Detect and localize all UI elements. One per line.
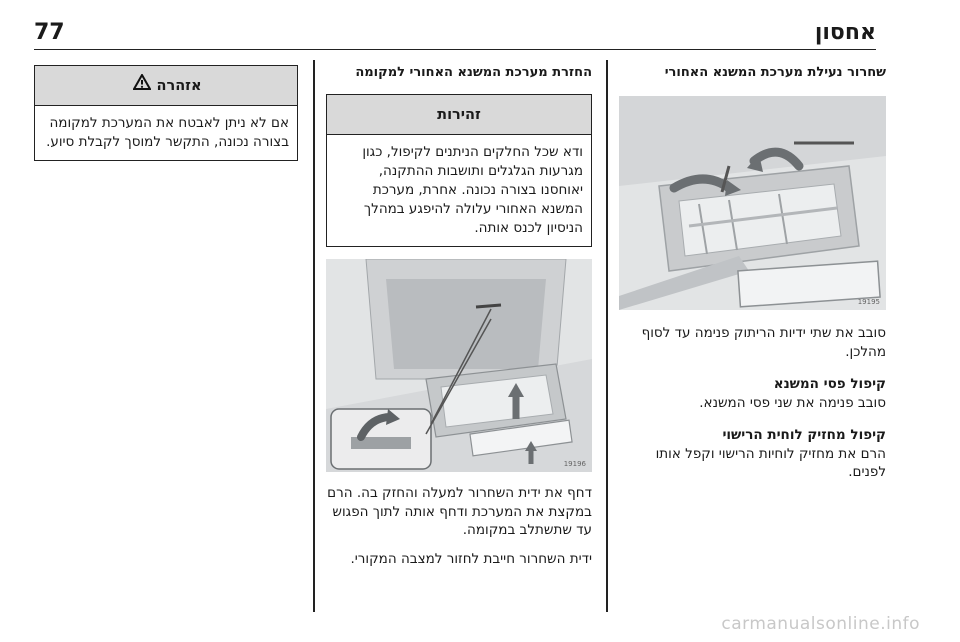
caution-text: ודא שכל החלקים הניתנים לקיפול, כגון מגרעות הגלגלים ותושבות ההתקנה, יאוחסנו בצורה נכונה. אחרת, מערכת המשנא האחורי עלולה להיפגע במהלך הניסיון לכנס אותה. bbox=[362, 144, 583, 236]
fold-bars-text: סובב פנימה את שני פסי המשנא. bbox=[699, 394, 886, 411]
return-step-1: דחף את ידית השחרור למעלה והחזק בה. הרם במקצת את המערכת ודחף אותה לתוך הפגוש עד שתשתלב במקומה. bbox=[327, 485, 592, 538]
column-divider-left bbox=[313, 60, 315, 612]
figure-code: 19196 bbox=[563, 460, 586, 468]
left-column bbox=[34, 65, 298, 161]
warning-triangle-icon bbox=[133, 66, 151, 106]
warning-header bbox=[35, 66, 297, 106]
figure-code: 19195 bbox=[857, 298, 880, 306]
warning-title: אזהרה bbox=[156, 78, 202, 94]
watermark: carmanualsonline.info bbox=[721, 614, 920, 634]
column-divider-right bbox=[606, 60, 608, 612]
warning-text: אם לא ניתן לאבטח את המערכת למקומה בצורה נכונה, התקשר למוסך לקבלת סיוע. bbox=[46, 115, 289, 150]
caution-title: זהירות bbox=[327, 95, 591, 135]
fold-plate-holder-subheading: קיפול מחזיק לוחית הרישוי bbox=[722, 427, 886, 443]
release-heading: שחרור נעילת מערכת המשנא האחורי bbox=[664, 65, 886, 80]
return-heading: החזרת מערכת המשנא האחורי למקומה bbox=[355, 65, 592, 80]
middle-column bbox=[326, 64, 592, 568]
page-header bbox=[34, 0, 876, 50]
release-step-1: סובב את שתי ידיות הריתוק פנימה עד לסוף מהלכן. bbox=[641, 325, 886, 360]
return-illustration bbox=[326, 259, 592, 472]
fold-plate-holder-text: הרם את מחזיק לוחיות הרישוי וקפל אותו לפנים. bbox=[655, 445, 886, 480]
section-title: אחסון bbox=[814, 20, 876, 45]
caution-box bbox=[326, 94, 592, 247]
fold-bars-subheading: קיפול פסי המשנא bbox=[773, 376, 886, 392]
page-number: 77 bbox=[34, 20, 65, 45]
right-column bbox=[619, 64, 886, 482]
warning-box bbox=[34, 65, 298, 161]
return-step-2: ידית השחרור חייבת לחזור למצבה המקורי. bbox=[350, 550, 592, 567]
release-illustration bbox=[619, 96, 886, 310]
